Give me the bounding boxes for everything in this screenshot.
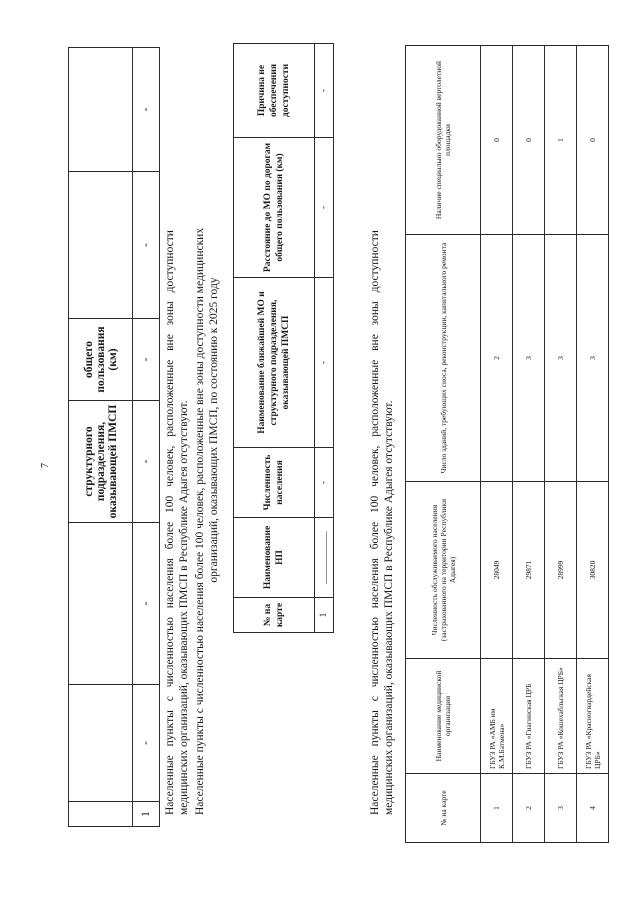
table-cell: 1 [133, 802, 160, 827]
table-cell: 1 [481, 774, 513, 843]
paragraph-3-line-1: Населенные пункты с численностью населения более 100 человек, расположенные вне зоны доступности [369, 230, 381, 815]
table-cell: - [315, 138, 334, 278]
table-cell: 30820 [577, 482, 609, 659]
table-header-row [406, 46, 481, 843]
table-cell: 2 [481, 235, 513, 482]
table-header-cell: № на карте [406, 774, 481, 843]
table-cell: ___________ [315, 518, 334, 598]
table-cell: - [133, 48, 160, 172]
table-row [513, 46, 545, 843]
table-cell [69, 685, 133, 802]
table-row [481, 46, 513, 843]
table-cell: 4 [577, 774, 609, 843]
table-cell [69, 48, 133, 172]
table-header-cell: Численность обслуживаемого населения (застрахованного на территории Республики Адыгея) [406, 482, 481, 659]
table-cell: 3 [513, 235, 545, 482]
table-cell: ГБУЗ РА «Кошехабльская ЦРБ» [545, 659, 577, 774]
medical-organizations-table [405, 45, 609, 843]
table-cell: 0 [577, 46, 609, 235]
table-cell: - [133, 401, 160, 523]
table-cell: 3 [545, 235, 577, 482]
table-header-cell: Расстояние до МО по дорогам общего пользования (км) [234, 138, 315, 278]
table-header-cell: Число зданий, требующих сноса, реконструкции, капитального ремонта [406, 235, 481, 482]
table-cell: - [315, 278, 334, 448]
table-row [577, 46, 609, 843]
table-cell: общего пользования (км) [69, 319, 133, 401]
table-header-cell: Наименование НП [234, 518, 315, 598]
table-row [315, 44, 334, 633]
paragraph-1-line-1: Населенные пункты с численностью населения более 100 человек, расположенные вне зоны доступности [164, 230, 176, 815]
table-cell: ГБУЗ РА «Гиагинская ЦРБ [513, 659, 545, 774]
table-row [133, 48, 160, 827]
table-cell: - [315, 448, 334, 518]
table-cell: ГБУЗ РА «Красногвардейская ЦРБ» [577, 659, 609, 774]
table-cell: 1 [315, 598, 334, 633]
page-number: 7 [40, 463, 51, 468]
table-header-cell: Наличие специально оборудованной вертолетной площадки [406, 46, 481, 235]
table-header-cell: № на карте [234, 598, 315, 633]
table-cell: структурного подразделения, оказывающей ПМСП [69, 401, 133, 523]
table-cell: 28049 [481, 482, 513, 659]
table-cell [69, 172, 133, 319]
paragraph-1-line-2: медицинских организаций, оказывающих ПМСП в Республике Адыгея отсутствуют. [178, 400, 190, 815]
paragraph-2-line-1: Населенные пункты с численностью населения более 100 человек, расположенные вне зоны доступности медицинских [194, 227, 206, 815]
table-header-cell: Наименование ближайшей МО и структурного подразделения, оказывающей ПМСП [234, 278, 315, 448]
table-row [545, 46, 577, 843]
table-header-cell: Наименование медицинской организации [406, 659, 481, 774]
table-header-cell: Численность населения [234, 448, 315, 518]
table-cell: - [133, 319, 160, 401]
table-cell: 29871 [513, 482, 545, 659]
table-cell: 1 [545, 46, 577, 235]
paragraph-2-line-2: организаций, оказывающих ПМСП, по состоянию к 2025 году [208, 277, 220, 583]
table-cell [69, 523, 133, 685]
table-header-cell: Причина не обеспечения доступности [234, 44, 315, 138]
table-cell: - [315, 44, 334, 138]
table-header-row [69, 48, 133, 827]
table-cell [69, 802, 133, 827]
table-cell: ГБУЗ РА «АМБ им К.М.Батмена» [481, 659, 513, 774]
unreachable-settlements-table [233, 43, 334, 633]
continuation-table [68, 47, 160, 827]
table-cell: 0 [481, 46, 513, 235]
table-cell: 28999 [545, 482, 577, 659]
table-cell: - [133, 685, 160, 802]
table-cell: 0 [513, 46, 545, 235]
table-cell: 3 [577, 235, 609, 482]
table-cell: 3 [545, 774, 577, 843]
paragraph-3-line-2: медицинских организаций, оказывающих ПМСП в Республике Адыгея отсутствуют. [383, 400, 395, 815]
table-cell: 2 [513, 774, 545, 843]
table-cell: - [133, 523, 160, 685]
table-header-row [234, 44, 315, 633]
table-cell: - [133, 172, 160, 319]
